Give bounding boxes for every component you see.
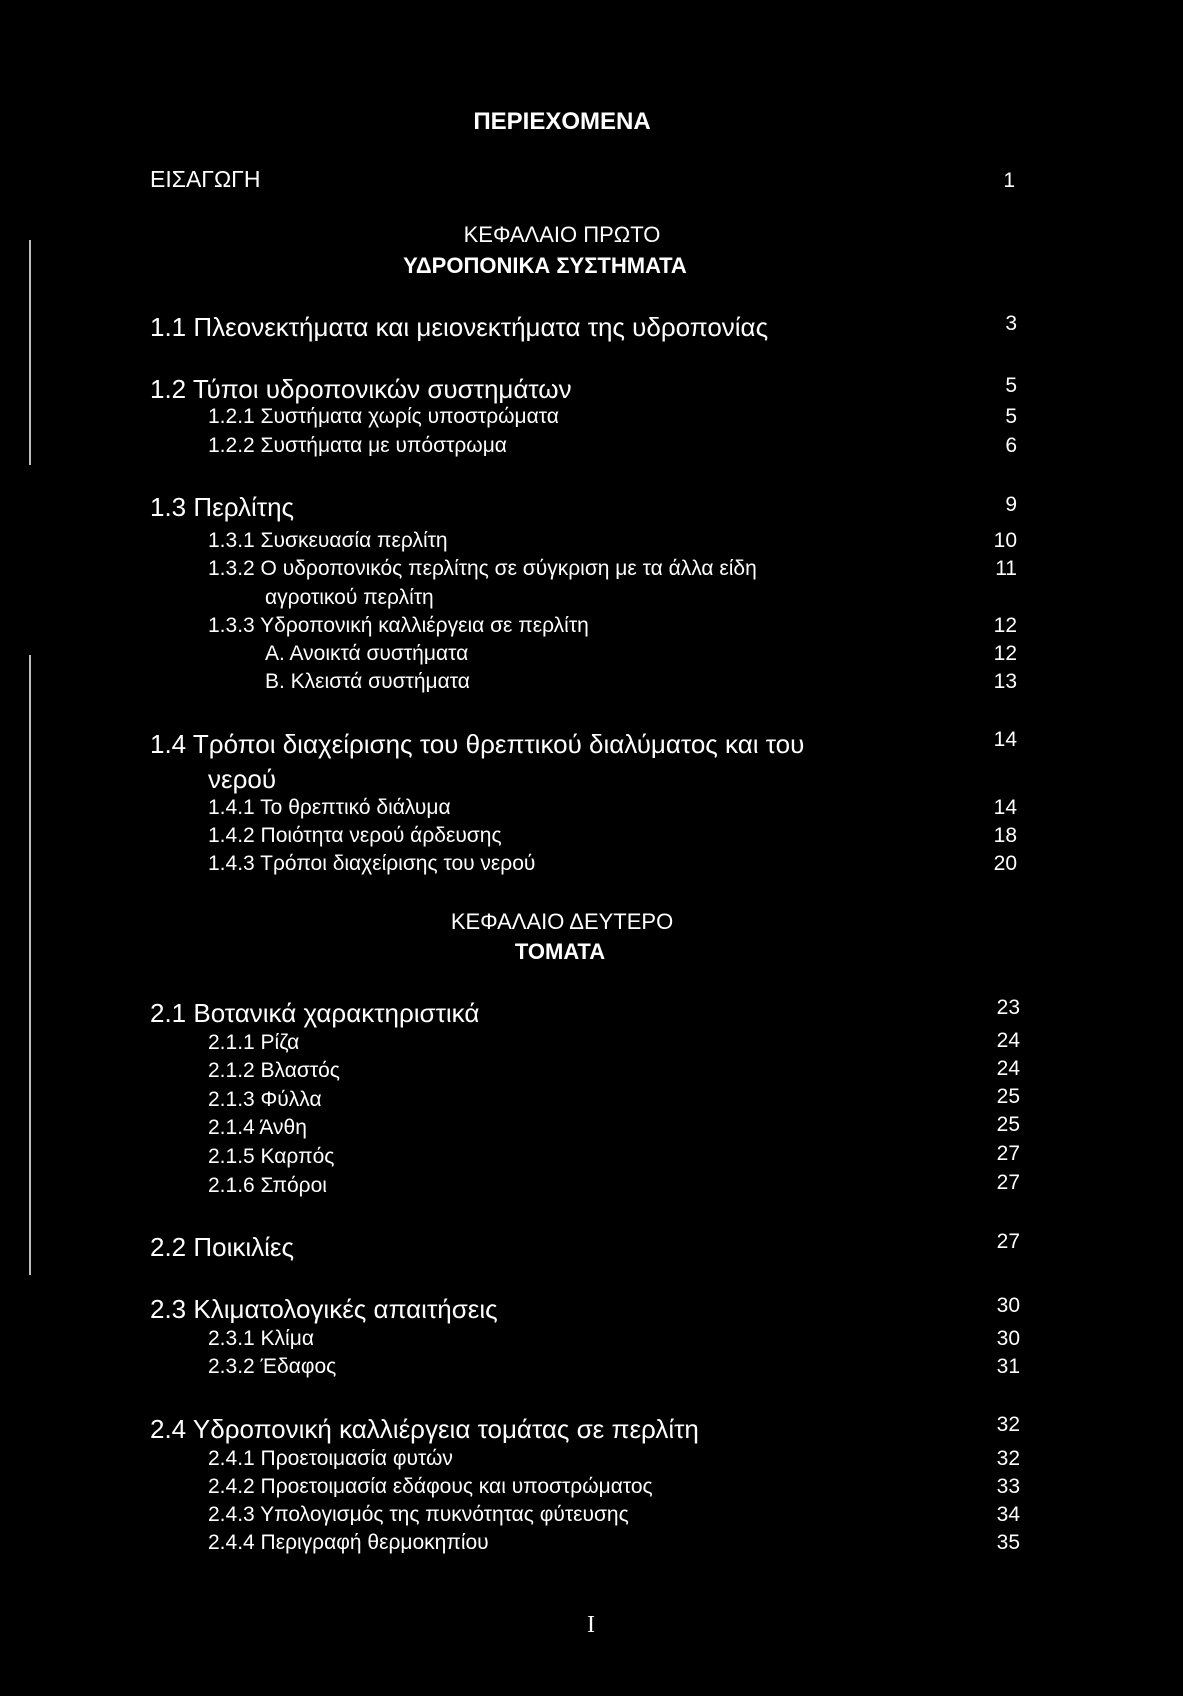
toc-entry-text: 2.1.6 Σπόροι [208, 1174, 327, 1197]
toc-entry-page: 25 [996, 1085, 1020, 1108]
chapter1-title: ΥΔΡΟΠΟΝΙΚΑ ΣΥΣΤΗΜΑΤΑ [403, 253, 687, 278]
toc-entry-text: 1.1 Πλεονεκτήματα και μειονεκτήματα της υδροπονίας [150, 312, 769, 342]
toc-entry-text: 2.4.2 Προετοιμασία εδάφους και υποστρώματος [208, 1475, 653, 1498]
toc-entry-text: Α. Ανοικτά συστήματα [265, 642, 469, 665]
toc-entry-text: 2.2 Ποικιλίες [150, 1232, 295, 1262]
toc-entry-page: 13 [993, 670, 1017, 693]
toc-entry-page: 27 [996, 1142, 1020, 1165]
toc-entry-text-continued: αγροτικού περλίτη [265, 586, 434, 609]
toc-entry-text: 2.4.4 Περιγραφή θερμοκηπίου [208, 1531, 489, 1554]
toc-entry-page: 30 [996, 1327, 1020, 1350]
toc-entry-text: 1.4.1 Το θρεπτικό διάλυμα [208, 796, 451, 819]
toc-entry-text: 2.1.1 Ρίζα [208, 1031, 300, 1054]
chapter2-title: ΤΟΜΑΤΑ [514, 939, 606, 964]
toc-entry-text: 2.1.4 Άνθη [208, 1116, 307, 1139]
toc-entry-page: 14 [993, 728, 1017, 751]
toc-entry-text: 1.3 Περλίτης [150, 492, 295, 522]
chapter2-label: ΚΕΦΑΛΑΙΟ ΔΕΥΤΕΡΟ [450, 909, 674, 934]
toc-entry-page: 12 [993, 614, 1017, 637]
toc-entry-text: 2.4.3 Υπολογισμός της πυκνότητας φύτευσης [208, 1503, 629, 1526]
toc-entry-text: Β. Κλειστά συστήματα [265, 670, 470, 693]
toc-entry-text: 2.3.1 Κλίμα [208, 1327, 314, 1350]
toc-entry-page: 9 [1005, 493, 1017, 516]
toc-entry-text: 1.4 Τρόποι διαχείρισης του θρεπτικού διαλύματος και του [150, 729, 805, 759]
toc-entry-page: 27 [996, 1171, 1020, 1194]
toc-entry-text: 2.4 Υδροπονική καλλιέργεια τομάτας σε περλίτη [150, 1414, 699, 1444]
toc-entry-page: 10 [993, 529, 1017, 552]
intro-label: ΕΙΣΑΓΩΓΗ [150, 166, 261, 192]
toc-entry-page: 5 [1005, 405, 1017, 428]
toc-entry-page: 23 [996, 996, 1020, 1019]
toc-entry-page: 20 [993, 852, 1017, 875]
toc-entry-page: 35 [996, 1531, 1020, 1554]
toc-entry-page: 32 [996, 1447, 1020, 1470]
chapter1-label: ΚΕΦΑΛΑΙΟ ΠΡΩΤΟ [463, 222, 661, 247]
toc-entry-text: 1.3.2 Ο υδροπονικός περλίτης σε σύγκριση με τα άλλα είδη [208, 557, 757, 580]
toc-entry-text: 2.3 Κλιματολογικές απαιτήσεις [150, 1294, 498, 1324]
toc-entry-page: 30 [996, 1294, 1020, 1317]
toc-entry-page: 14 [993, 796, 1017, 819]
toc-entry-page: 32 [996, 1413, 1020, 1436]
toc-entry-text: 1.2.2 Συστήματα με υπόστρωμα [208, 434, 507, 457]
toc-entry-text-continued: νερού [208, 764, 277, 794]
toc-entry-page: 25 [996, 1113, 1020, 1136]
intro-page: 1 [1003, 169, 1015, 192]
toc-entry-text: 2.4.1 Προετοιμασία φυτών [208, 1447, 453, 1470]
toc-entry-text: 1.4.2 Ποιότητα νερού άρδευσης [208, 824, 502, 847]
toc-entry-text: 2.1.3 Φύλλα [208, 1088, 322, 1111]
scan-edge-line [29, 655, 31, 1275]
page-number: I [587, 1612, 595, 1638]
toc-entry-page: 11 [995, 557, 1017, 580]
toc-entry-text: 1.2.1 Συστήματα χωρίς υποστρώματα [208, 405, 559, 428]
toc-entry-page: 31 [996, 1355, 1020, 1378]
toc-entry-page: 6 [1005, 434, 1017, 457]
toc-entry-text: 1.3.1 Συσκευασία περλίτη [208, 529, 448, 552]
toc-entry-text: 2.1.5 Καρπός [208, 1145, 335, 1168]
toc-entry-text: 1.2 Τύποι υδροπονικών συστημάτων [150, 374, 572, 404]
scan-edge-line [29, 240, 31, 465]
toc-entry-page: 33 [996, 1475, 1020, 1498]
toc-entry-page: 27 [996, 1230, 1020, 1253]
toc-entry-text: 2.1.2 Βλαστός [208, 1059, 340, 1082]
toc-entry-page: 5 [1005, 374, 1017, 397]
toc-entry-text: 2.1 Βοτανικά χαρακτηριστικά [150, 998, 480, 1028]
toc-entry-page: 12 [993, 642, 1017, 665]
toc-entry-page: 24 [996, 1029, 1020, 1052]
toc-entry-text: 1.3.3 Υδροπονική καλλιέργεια σε περλίτη [208, 614, 589, 637]
toc-entry-text: 2.3.2 Έδαφος [208, 1355, 337, 1378]
toc-entry-page: 3 [1005, 312, 1017, 335]
toc-entry-text: 1.4.3 Τρόποι διαχείρισης του νερού [208, 852, 536, 875]
page-title: ΠΕΡΙΕΧΟΜΕΝΑ [473, 108, 651, 135]
toc-entry-page: 24 [996, 1057, 1020, 1080]
toc-entry-page: 34 [996, 1503, 1020, 1526]
toc-entry-page: 18 [993, 824, 1017, 847]
